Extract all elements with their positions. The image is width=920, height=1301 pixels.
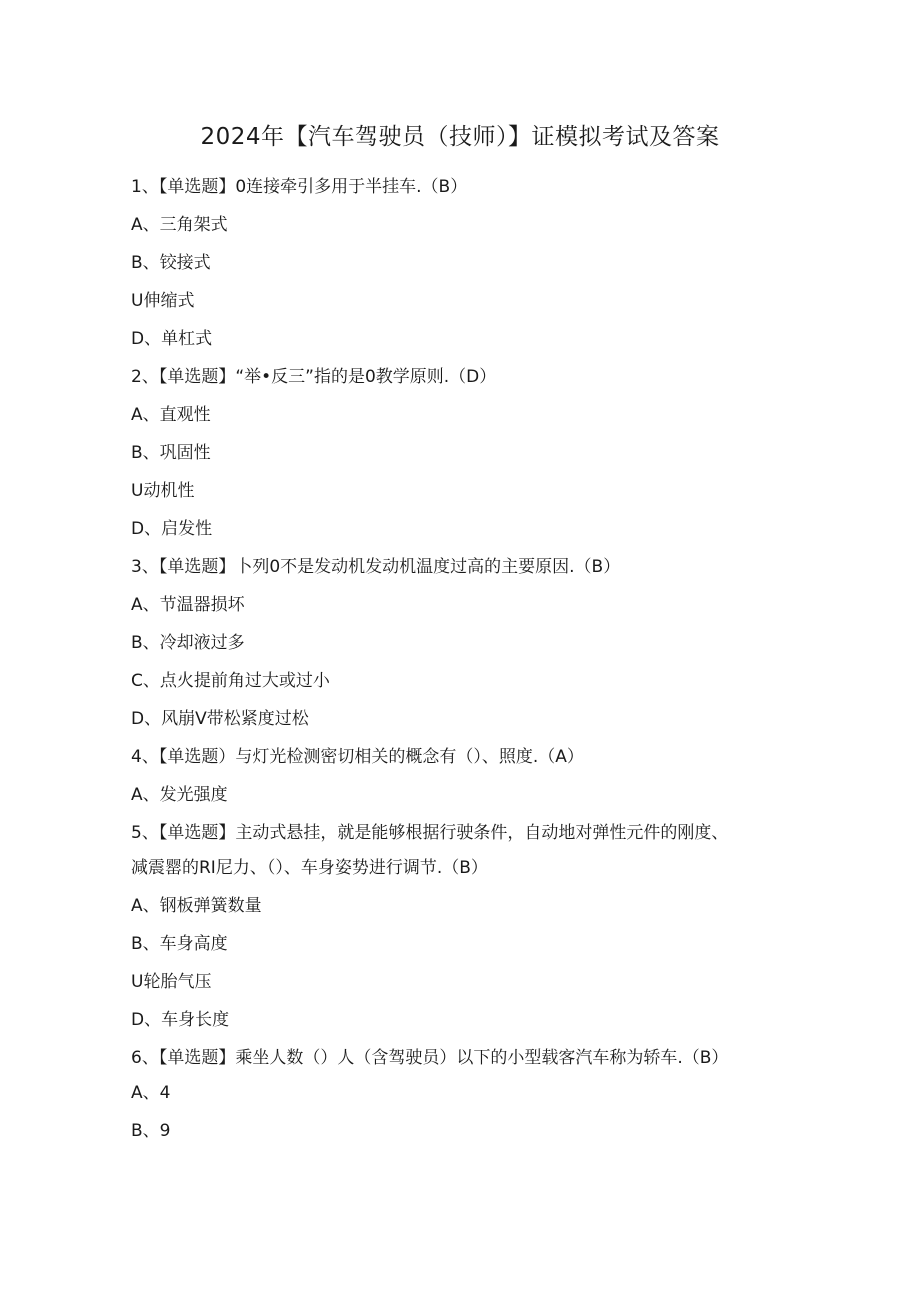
option-1d: D、单杠式 bbox=[131, 329, 213, 349]
option-2c: U动机性 bbox=[131, 481, 195, 501]
option-5b: B、车身高度 bbox=[131, 934, 228, 954]
option-1b: B、铰接式 bbox=[131, 253, 211, 273]
option-5d: D、车身长度 bbox=[131, 1010, 230, 1030]
question-5-continued: 减震罂的RI尼力、（）、车身姿势进行调节.（B） bbox=[131, 858, 488, 878]
question-list bbox=[131, 172, 771, 1154]
option-5a: A、钢板弹簧数量 bbox=[131, 896, 262, 916]
question-5: 5、【单选题】主动式悬挂，就是能够根据行驶条件，自动地对弹性元件的刚度、 bbox=[131, 823, 729, 843]
question-3: 3、【单选题】卜列0不是发动机发动机温度过高的主要原因.（B） bbox=[131, 557, 621, 577]
option-3b: B、冷却液过多 bbox=[131, 633, 245, 653]
option-4a: A、发光强度 bbox=[131, 785, 228, 805]
document-title: 2024年【汽车驾驶员（技师）】证模拟考试及答案 bbox=[200, 124, 720, 150]
option-1a: A、三角架式 bbox=[131, 215, 228, 235]
question-4: 4、【单选题）与灯光检测密切相关的概念有（）、照度.（A） bbox=[131, 747, 584, 767]
question-2: 2、【单选题】“举•反三”指的是0教学原则.（D） bbox=[131, 367, 497, 387]
option-3d: D、风崩V带松紧度过松 bbox=[131, 709, 309, 729]
question-1: 1、【单选题】0连接牵引多用于半挂车.（B） bbox=[131, 177, 468, 197]
option-3c: C、点火提前角过大或过小 bbox=[131, 671, 330, 691]
question-6: 6、【单选题】乘坐人数（）人（含驾驶员）以下的小型载客汽车称为轿车.（B） bbox=[131, 1048, 729, 1068]
option-2a: A、直观性 bbox=[131, 405, 211, 425]
option-2d: D、启发性 bbox=[131, 519, 213, 539]
option-5c: U轮胎气压 bbox=[131, 972, 212, 992]
option-3a: A、节温器损坏 bbox=[131, 595, 245, 615]
option-6b: B、9 bbox=[131, 1121, 171, 1141]
option-2b: B、巩固性 bbox=[131, 443, 211, 463]
option-6a: A、4 bbox=[131, 1083, 171, 1103]
option-1c: U伸缩式 bbox=[131, 291, 195, 311]
